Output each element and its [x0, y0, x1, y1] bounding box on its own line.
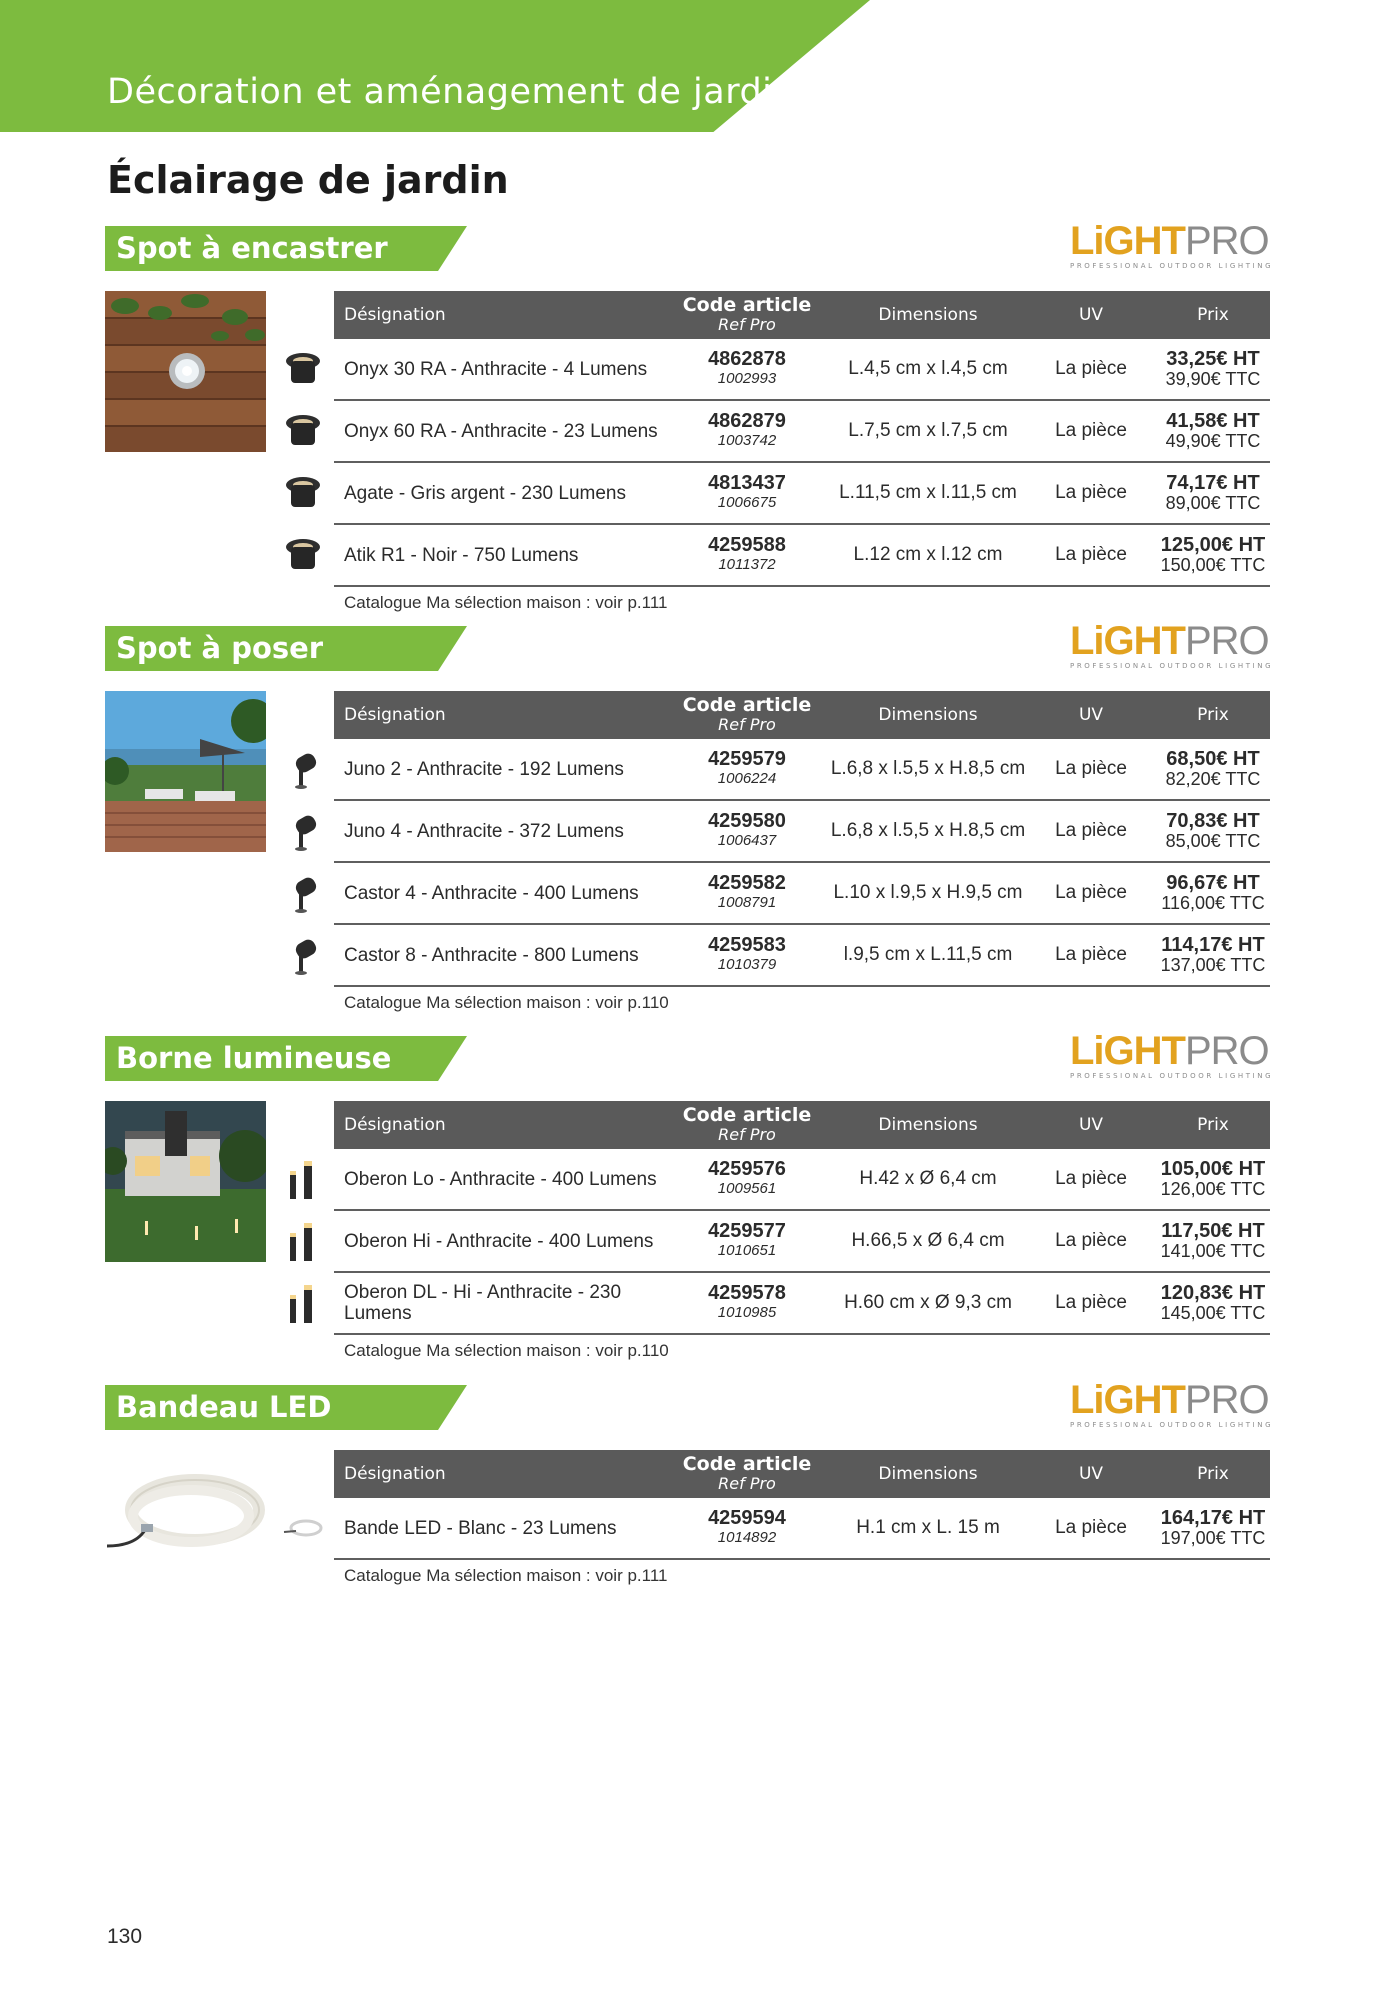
ref-pro: 1003742 [717, 432, 777, 449]
product-dimensions: L.4,5 cm x l.4,5 cm [848, 358, 1008, 379]
product-price [1156, 1211, 1270, 1271]
table-row [334, 739, 1270, 801]
table-header [334, 691, 1270, 739]
lightpro-logo [1070, 219, 1274, 271]
ref-pro: 1006675 [717, 494, 777, 511]
price-ht: 117,50€ HT [1161, 1220, 1265, 1242]
article-code: 4259582 [708, 872, 786, 894]
article-code: 4259578 [708, 1282, 786, 1304]
article-code: 4259580 [708, 810, 786, 832]
product-designation: Oberon DL - Hi - Anthracite - 230 Lumens [344, 1282, 622, 1324]
product-code [664, 739, 830, 799]
article-code: 4259579 [708, 748, 786, 770]
product-price [1156, 801, 1270, 861]
logo-light: LiGHT [1070, 219, 1185, 263]
header-price: Prix [1197, 305, 1229, 325]
spike-spot-icon [282, 935, 324, 977]
product-designation: Onyx 60 RA - Anthracite - 23 Lumens [344, 420, 658, 442]
product-dimensions: L.10 x l.9,5 x H.9,5 cm [833, 882, 1023, 903]
product-uv: La pièce [1055, 820, 1127, 841]
table-header [334, 1450, 1270, 1498]
catalogue-note: Catalogue Ma sélection maison : voir p.110 [344, 993, 669, 1012]
ref-pro: 1008791 [717, 894, 777, 911]
product-table [334, 1101, 1270, 1361]
table-row [334, 863, 1270, 925]
header-designation: Désignation [344, 1464, 446, 1484]
spike-spot-icon [282, 749, 324, 791]
table-row [334, 1498, 1270, 1560]
header-price: Prix [1197, 1464, 1229, 1484]
product-uv: La pièce [1055, 1292, 1127, 1313]
logo-pro: PRO [1184, 619, 1269, 663]
product-dimensions: L.12 cm x l.12 cm [853, 544, 1003, 565]
product-table [334, 1450, 1270, 1586]
price-ttc: 150,00€ TTC [1160, 555, 1266, 575]
recessed-spot-icon [282, 473, 324, 515]
product-dimensions: H.66,5 x Ø 6,4 cm [851, 1230, 1005, 1251]
bollard-icon [282, 1221, 324, 1263]
table-row [334, 1211, 1270, 1273]
product-uv: La pièce [1055, 482, 1127, 503]
logo-wordmark [1070, 621, 1270, 661]
header-code [664, 1450, 830, 1498]
section-title: Spot à encastrer [116, 231, 388, 265]
header-dimensions: Dimensions [878, 1115, 978, 1135]
lightpro-logo [1070, 1378, 1274, 1430]
product-designation: Oberon Lo - Anthracite - 400 Lumens [344, 1168, 657, 1190]
lightpro-logo [1070, 1029, 1274, 1081]
product-designation: Onyx 30 RA - Anthracite - 4 Lumens [344, 358, 648, 380]
product-designation: Bande LED - Blanc - 23 Lumens [344, 1517, 617, 1539]
price-ttc: 197,00€ TTC [1160, 1528, 1266, 1548]
product-table [334, 691, 1270, 1013]
logo-light: LiGHT [1070, 619, 1185, 663]
article-code: 4259577 [708, 1220, 786, 1242]
logo-pro: PRO [1184, 1029, 1269, 1073]
product-price [1156, 1273, 1270, 1333]
product-price [1156, 925, 1270, 985]
header-designation: Désignation [344, 1115, 446, 1135]
header-ref-label: Ref Pro [718, 1125, 776, 1144]
led-strip-photo [105, 1450, 266, 1611]
logo-light: LiGHT [1070, 1029, 1185, 1073]
price-ht: 125,00€ HT [1160, 534, 1266, 556]
product-price [1156, 401, 1270, 461]
article-code: 4259576 [708, 1158, 786, 1180]
price-ttc: 82,20€ TTC [1165, 769, 1261, 789]
table-row [334, 401, 1270, 463]
product-price [1156, 1149, 1270, 1209]
product-price [1156, 863, 1270, 923]
ref-pro: 1002993 [717, 370, 777, 387]
product-code [664, 401, 830, 461]
article-code: 4813437 [708, 472, 786, 494]
header-band [0, 0, 870, 132]
price-ttc: 141,00€ TTC [1160, 1241, 1266, 1261]
product-designation: Agate - Gris argent - 230 Lumens [344, 482, 626, 504]
header-designation: Désignation [344, 705, 446, 725]
recessed-spot-icon [282, 411, 324, 453]
page-title: Éclairage de jardin [107, 158, 509, 202]
price-ht: 114,17€ HT [1161, 934, 1265, 956]
header-code [664, 1101, 830, 1149]
header-code-label: Code article [682, 1453, 812, 1475]
logo-pro: PRO [1184, 1378, 1269, 1422]
ref-pro: 1009561 [717, 1180, 777, 1197]
product-designation: Atik R1 - Noir - 750 Lumens [344, 544, 579, 566]
product-dimensions: H.42 x Ø 6,4 cm [859, 1168, 997, 1189]
bollard-icon [282, 1159, 324, 1201]
product-code [664, 1273, 830, 1333]
page-number: 130 [107, 1925, 143, 1948]
article-code: 4862878 [708, 348, 786, 370]
product-dimensions: L.11,5 cm x l.11,5 cm [839, 482, 1017, 503]
price-ttc: 126,00€ TTC [1160, 1179, 1266, 1199]
product-uv: La pièce [1055, 358, 1127, 379]
section-title: Spot à poser [116, 631, 324, 665]
price-ht: 68,50€ HT [1166, 748, 1260, 770]
product-dimensions: L.6,8 x l.5,5 x H.8,5 cm [830, 758, 1026, 779]
ref-pro: 1006437 [717, 832, 777, 849]
ref-pro: 1014892 [717, 1529, 777, 1546]
product-table [334, 291, 1270, 613]
logo-tagline: PROFESSIONAL OUTDOOR LIGHTING [1070, 662, 1274, 670]
ref-pro: 1010985 [717, 1304, 777, 1321]
spike-spot-icon [282, 811, 324, 853]
product-code [664, 525, 830, 585]
lightpro-logo [1070, 619, 1274, 671]
logo-wordmark [1070, 1031, 1270, 1071]
product-uv: La pièce [1055, 1517, 1127, 1538]
ref-pro: 1011372 [718, 556, 776, 573]
table-row [334, 525, 1270, 587]
article-code: 4862879 [708, 410, 786, 432]
table-row [334, 1273, 1270, 1335]
header-uv: UV [1078, 705, 1104, 725]
recessed-spot-icon [282, 535, 324, 577]
header-ref-label: Ref Pro [718, 1474, 776, 1493]
product-designation: Castor 4 - Anthracite - 400 Lumens [344, 882, 639, 904]
catalogue-note: Catalogue Ma sélection maison : voir p.111 [344, 593, 668, 612]
price-ht: 96,67€ HT [1166, 872, 1260, 894]
price-ttc: 39,90€ TTC [1165, 369, 1261, 389]
logo-light: LiGHT [1070, 1378, 1185, 1422]
header-dimensions: Dimensions [878, 305, 978, 325]
terrace-photo [105, 691, 266, 852]
product-uv: La pièce [1055, 420, 1127, 441]
product-dimensions: L.7,5 cm x l.7,5 cm [848, 420, 1008, 441]
price-ttc: 137,00€ TTC [1160, 955, 1266, 975]
product-dimensions: H.60 cm x Ø 9,3 cm [844, 1292, 1012, 1313]
product-designation: Castor 8 - Anthracite - 800 Lumens [344, 944, 639, 966]
product-code [664, 1149, 830, 1209]
header-code-label: Code article [682, 1104, 812, 1126]
led-strip-icon [282, 1508, 324, 1550]
logo-wordmark [1070, 1380, 1270, 1420]
product-designation: Juno 2 - Anthracite - 192 Lumens [344, 758, 624, 780]
price-ht: 105,00€ HT [1160, 1158, 1266, 1180]
product-uv: La pièce [1055, 1230, 1127, 1251]
product-dimensions: H.1 cm x L. 15 m [856, 1517, 1000, 1538]
logo-pro: PRO [1184, 219, 1269, 263]
price-ht: 41,58€ HT [1166, 410, 1260, 432]
product-price [1156, 525, 1270, 585]
header-ref-label: Ref Pro [718, 715, 776, 734]
product-code [664, 1211, 830, 1271]
product-price [1156, 1498, 1270, 1558]
logo-tagline: PROFESSIONAL OUTDOOR LIGHTING [1070, 262, 1274, 270]
header-dimensions: Dimensions [878, 1464, 978, 1484]
price-ht: 164,17€ HT [1160, 1507, 1266, 1529]
product-designation: Juno 4 - Anthracite - 372 Lumens [344, 820, 624, 842]
recessed-spot-icon [282, 349, 324, 391]
house-garden-night-photo [105, 1101, 266, 1262]
catalogue-note: Catalogue Ma sélection maison : voir p.111 [344, 1566, 668, 1585]
ref-pro: 1010379 [717, 956, 777, 973]
article-code: 4259594 [708, 1507, 786, 1529]
logo-wordmark [1070, 221, 1270, 261]
price-ttc: 145,00€ TTC [1160, 1303, 1266, 1323]
product-code [664, 339, 830, 399]
product-code [664, 801, 830, 861]
section-title: Borne lumineuse [116, 1041, 392, 1075]
product-uv: La pièce [1055, 758, 1127, 779]
product-price [1156, 339, 1270, 399]
price-ttc: 85,00€ TTC [1165, 831, 1261, 851]
table-header [334, 1101, 1270, 1149]
article-code: 4259583 [708, 934, 786, 956]
price-ht: 74,17€ HT [1166, 472, 1260, 494]
article-code: 4259588 [708, 534, 786, 556]
ref-pro: 1006224 [717, 770, 777, 787]
header-uv: UV [1078, 305, 1104, 325]
product-price [1156, 739, 1270, 799]
header-code-label: Code article [682, 294, 812, 316]
product-uv: La pièce [1055, 1168, 1127, 1189]
product-dimensions: L.6,8 x l.5,5 x H.8,5 cm [830, 820, 1026, 841]
table-row [334, 925, 1270, 987]
product-price [1156, 463, 1270, 523]
ref-pro: 1010651 [717, 1242, 777, 1259]
price-ttc: 89,00€ TTC [1165, 493, 1261, 513]
price-ttc: 116,00€ TTC [1161, 893, 1265, 913]
price-ht: 70,83€ HT [1166, 810, 1260, 832]
header-title: Décoration et aménagement de jardin [107, 72, 796, 112]
product-code [664, 863, 830, 923]
price-ht: 120,83€ HT [1160, 1282, 1266, 1304]
logo-tagline: PROFESSIONAL OUTDOOR LIGHTING [1070, 1072, 1274, 1080]
bollard-icon [282, 1283, 324, 1325]
product-uv: La pièce [1055, 882, 1127, 903]
header-designation: Désignation [344, 305, 446, 325]
product-code [664, 463, 830, 523]
table-header [334, 291, 1270, 339]
header-code [664, 691, 830, 739]
deck-recessed-spot-photo [105, 291, 266, 452]
catalogue-note: Catalogue Ma sélection maison : voir p.110 [344, 1341, 669, 1360]
product-uv: La pièce [1055, 944, 1127, 965]
price-ht: 33,25€ HT [1166, 348, 1260, 370]
header-price: Prix [1197, 705, 1229, 725]
logo-tagline: PROFESSIONAL OUTDOOR LIGHTING [1070, 1421, 1274, 1429]
header-ref-label: Ref Pro [718, 315, 776, 334]
price-ttc: 49,90€ TTC [1165, 431, 1261, 451]
header-price: Prix [1197, 1115, 1229, 1135]
table-row [334, 801, 1270, 863]
header-dimensions: Dimensions [878, 705, 978, 725]
header-uv: UV [1078, 1464, 1104, 1484]
product-dimensions: l.9,5 cm x L.11,5 cm [843, 944, 1013, 965]
spike-spot-icon [282, 873, 324, 915]
section-title: Bandeau LED [116, 1390, 332, 1424]
product-code [664, 925, 830, 985]
table-row [334, 1149, 1270, 1211]
product-designation: Oberon Hi - Anthracite - 400 Lumens [344, 1230, 654, 1252]
header-uv: UV [1078, 1115, 1104, 1135]
product-code [664, 1498, 830, 1558]
table-row [334, 339, 1270, 401]
table-row [334, 463, 1270, 525]
header-code-label: Code article [682, 694, 812, 716]
header-code [664, 291, 830, 339]
product-uv: La pièce [1055, 544, 1127, 565]
